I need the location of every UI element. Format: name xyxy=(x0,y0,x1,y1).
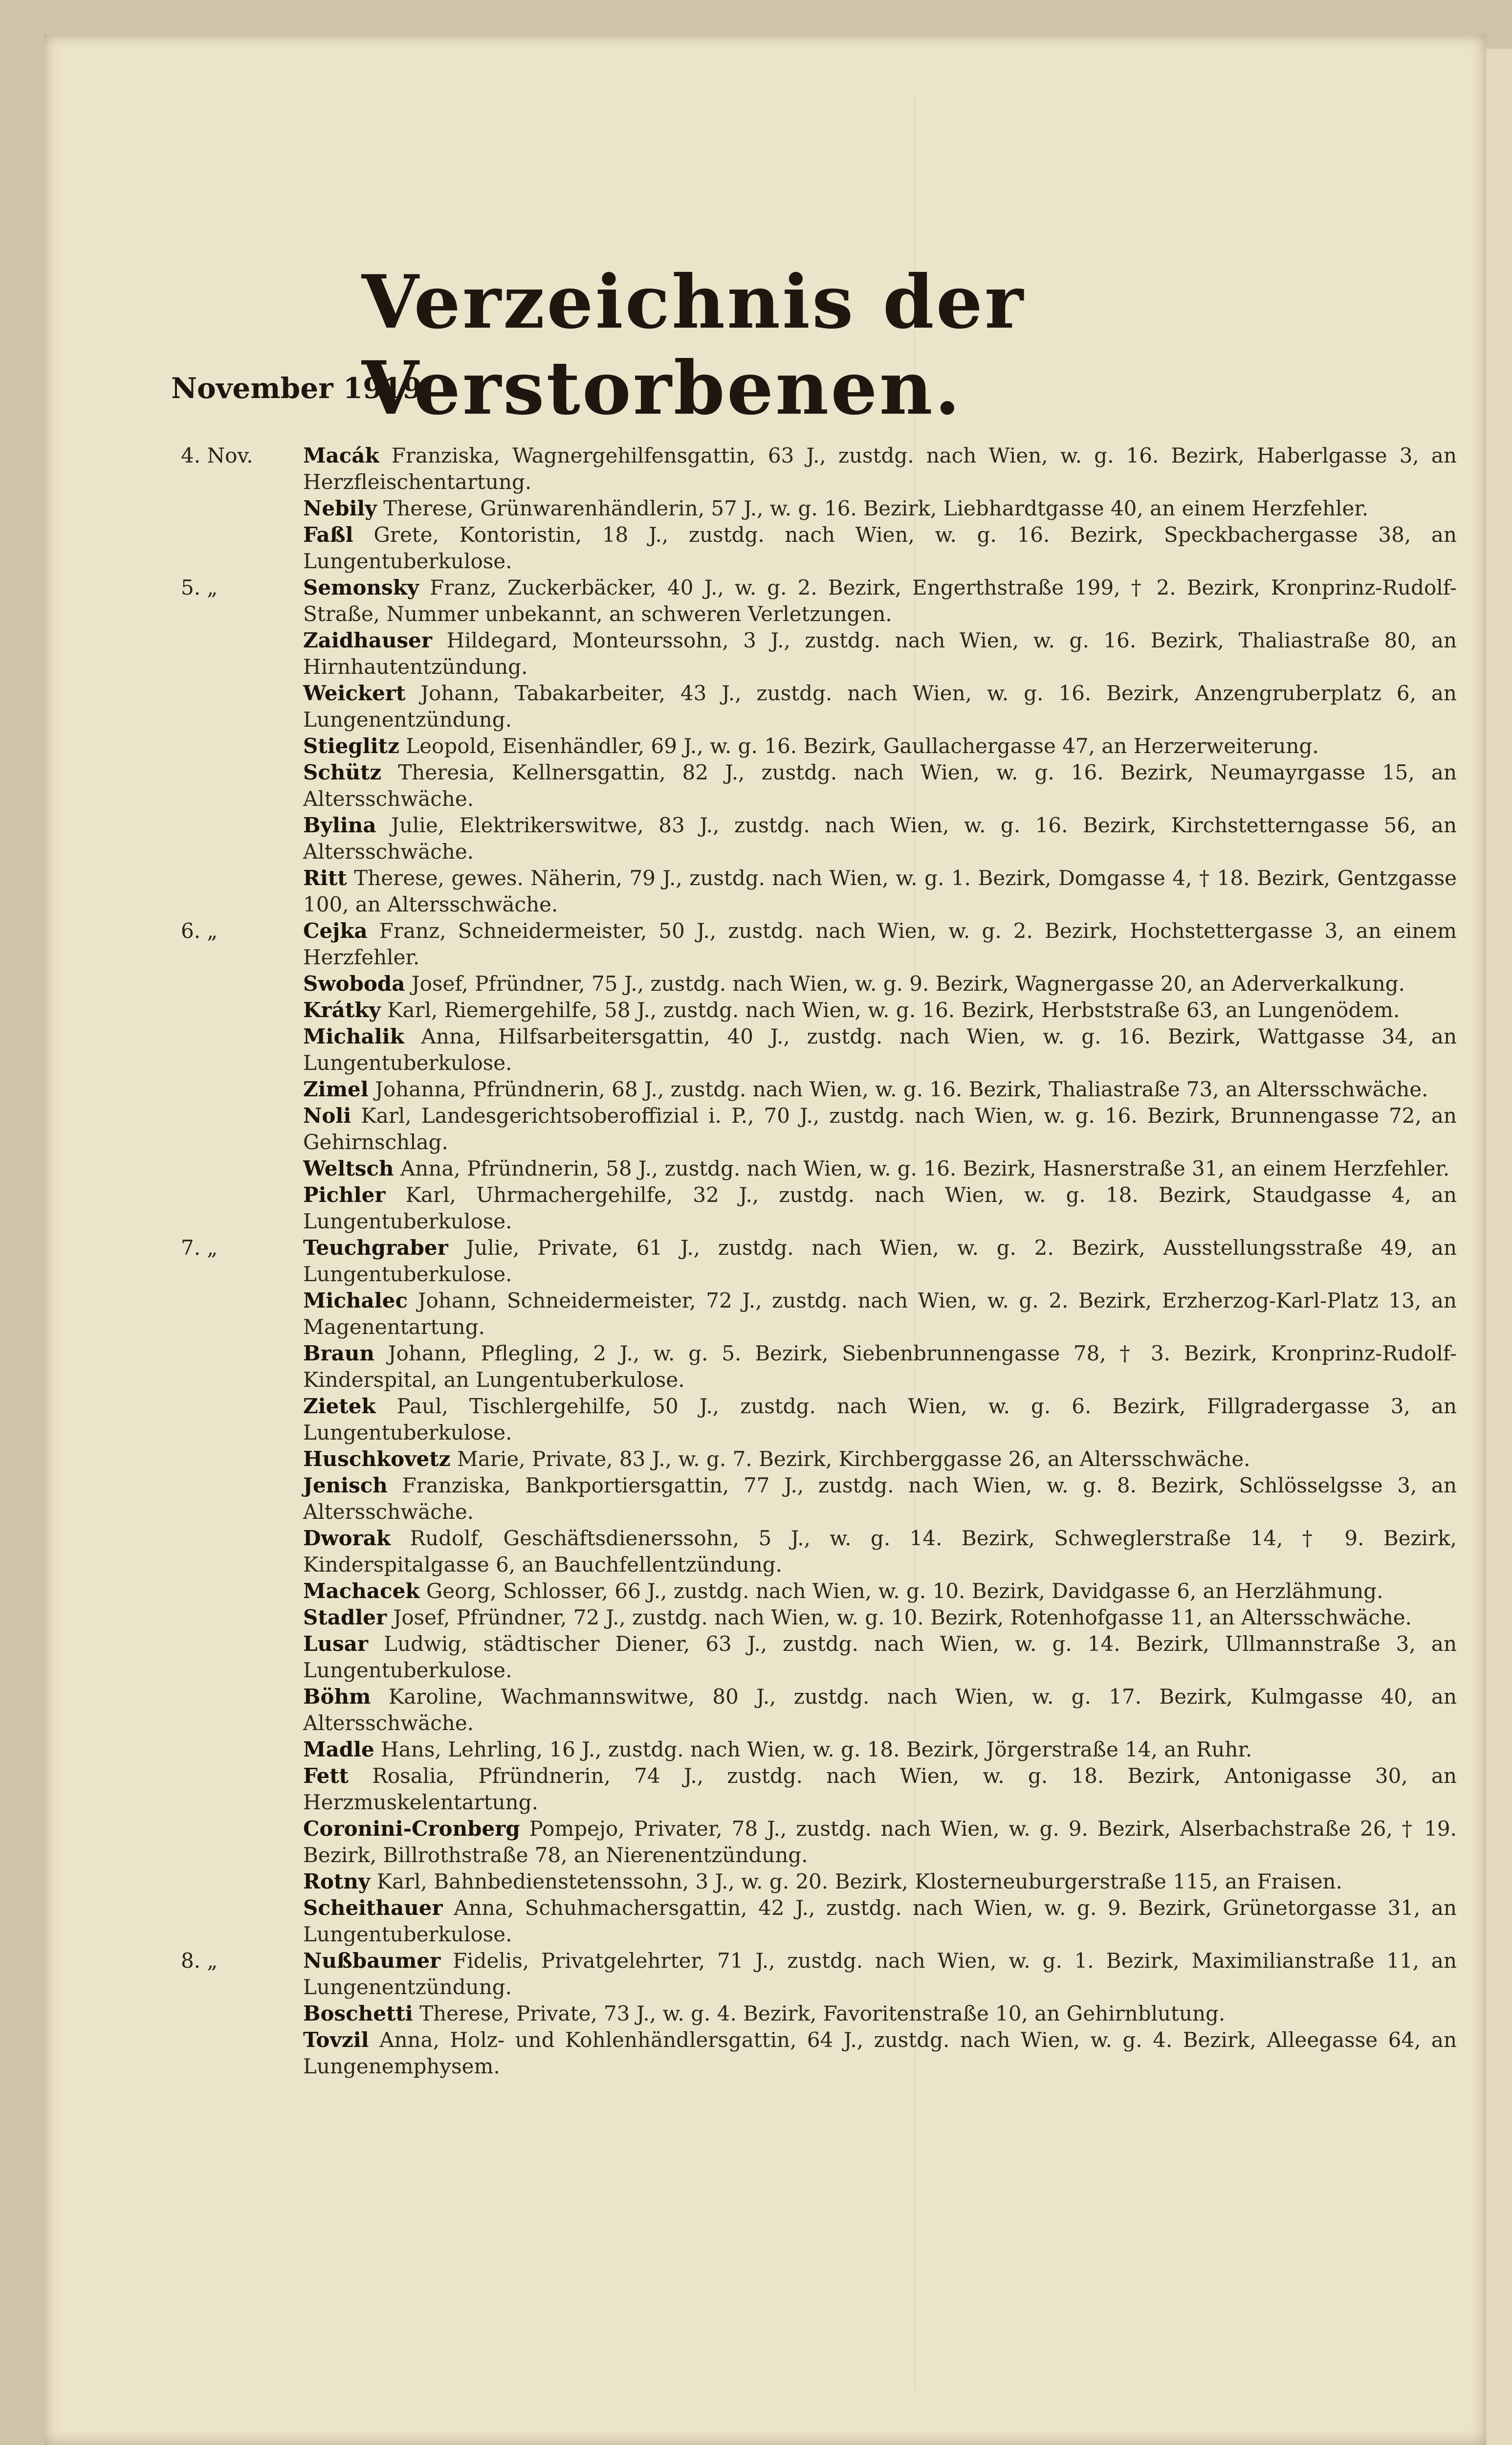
entry-surname: Michalik xyxy=(303,1024,404,1048)
entry-details: Julie, Private, 61 J., zustdg. nach Wien, w. g. 2. Bezirk, Ausstellungsstraße 49, an Lungentuberkulose. xyxy=(303,1236,1457,1286)
entry-surname: Böhm xyxy=(303,1685,371,1709)
entry-text xyxy=(303,1578,1457,1604)
entry-date: 4. Nov. xyxy=(181,444,253,467)
entry-row xyxy=(0,1103,1467,1156)
entry-details: Johanna, Pfründnerin, 68 J., zustdg. nach Wien, w. g. 16. Bezirk, Thaliastraße 73, an Altersschwäche. xyxy=(375,1077,1428,1101)
entry-surname: Macák xyxy=(303,444,379,467)
entry-text xyxy=(303,759,1457,812)
entry-date: 7. „ xyxy=(181,1236,218,1260)
entry-row xyxy=(0,1736,1467,1763)
entry-details: Anna, Schuhmachersgattin, 42 J., zustdg. nach Wien, w. g. 9. Bezirk, Grünetorgasse 31, an Lungentuberkulose. xyxy=(303,1896,1457,1946)
entry-row xyxy=(0,1076,1467,1103)
entry-text xyxy=(303,1525,1457,1578)
entry-details: Josef, Pfründner, 72 J., zustdg. nach Wien, w. g. 10. Bezirk, Rotenhofgasse 11, an Altersschwäche. xyxy=(393,1605,1412,1629)
entry-surname: Schütz xyxy=(303,760,382,784)
entry-text xyxy=(303,1076,1457,1103)
entry-details: Karl, Landesgerichtsoberoffizial i. P., 70 J., zustdg. nach Wien, w. g. 16. Bezirk, Brunnengasse 72, an Gehirnschlag. xyxy=(303,1104,1457,1154)
entry-surname: Coronini-Cronberg xyxy=(303,1817,520,1841)
entry-details: Georg, Schlosser, 66 J., zustdg. nach Wien, w. g. 10. Bezirk, Davidgasse 6, an Herzlähmung. xyxy=(426,1579,1383,1603)
entry-details: Theresia, Kellnersgattin, 82 J., zustdg. nach Wien, w. g. 16. Bezirk, Neumayrgasse 15, an Altersschwäche. xyxy=(303,760,1457,811)
entry-text xyxy=(303,1763,1457,1816)
entry-surname: Stieglitz xyxy=(303,734,399,758)
entry-surname: Huschkovetz xyxy=(303,1447,451,1471)
entry-text xyxy=(303,865,1457,918)
entry-row xyxy=(0,1604,1467,1631)
entry-row xyxy=(0,918,1467,971)
entry-text xyxy=(303,1604,1457,1631)
entry-surname: Nebily xyxy=(303,496,377,520)
entry-surname: Semonsky xyxy=(303,576,419,600)
entry-text xyxy=(303,1288,1457,1340)
entry-details: Hildegard, Monteurssohn, 3 J., zustdg. nach Wien, w. g. 16. Bezirk, Thaliastraße 80, an Hirnhautentzündung. xyxy=(303,628,1457,679)
entry-text xyxy=(303,1816,1457,1868)
entry-text xyxy=(303,1895,1457,1948)
entry-text xyxy=(303,495,1457,522)
entry-row xyxy=(0,522,1467,575)
entry-details: Anna, Hilfsarbeitersgattin, 40 J., zustdg. nach Wien, w. g. 16. Bezirk, Wattgasse 34, an Lungentuberkulose. xyxy=(303,1024,1457,1075)
entry-row xyxy=(0,1525,1467,1578)
entry-text xyxy=(303,812,1457,865)
page-title: Verzeichnis der Verstorbenen. xyxy=(362,259,1026,431)
entry-details: Franz, Zuckerbäcker, 40 J., w. g. 2. Bezirk, Engerthstraße 199, † 2. Bezirk, Kronprinz-Rudolf-Straße, Nummer unbekannt, an schweren Verletzungen. xyxy=(303,576,1457,626)
entry-surname: Ritt xyxy=(303,866,347,890)
entry-row xyxy=(0,759,1467,812)
entry-surname: Noli xyxy=(303,1104,351,1128)
entry-details: Karl, Bahnbedienstetenssohn, 3 J., w. g. 20. Bezirk, Klosterneuburgerstraße 115, an Fraisen. xyxy=(376,1869,1342,1893)
entry-text xyxy=(303,1393,1457,1446)
entry-text xyxy=(303,1103,1457,1156)
entry-row xyxy=(0,733,1467,759)
entry-row xyxy=(0,1156,1467,1182)
entry-details: Karl, Uhrmachergehilfe, 32 J., zustdg. nach Wien, w. g. 18. Bezirk, Staudgasse 4, an Lungentuberkulose. xyxy=(303,1183,1457,1233)
entry-details: Karl, Riemergehilfe, 58 J., zustdg. nach Wien, w. g. 16. Bezirk, Herbststraße 63, an Lungenödem. xyxy=(387,998,1400,1022)
entry-details: Therese, Private, 73 J., w. g. 4. Bezirk, Favoritenstraße 10, an Gehirnblutung. xyxy=(419,2001,1226,2025)
entry-row xyxy=(0,680,1467,733)
entry-list xyxy=(0,443,1467,2080)
entry-surname: Rotny xyxy=(303,1869,371,1893)
entry-surname: Cejka xyxy=(303,919,368,943)
entry-text xyxy=(303,733,1457,759)
entry-row xyxy=(0,2027,1467,2080)
entry-text xyxy=(303,971,1457,997)
entry-row xyxy=(0,1816,1467,1868)
entry-details: Rosalia, Pfründnerin, 74 J., zustdg. nach Wien, w. g. 18. Bezirk, Antonigasse 30, an Herzmuskelentartung. xyxy=(303,1764,1457,1814)
entry-surname: Lusar xyxy=(303,1632,369,1656)
entry-surname: Bylina xyxy=(303,813,376,837)
entry-row xyxy=(0,1393,1467,1446)
entry-row xyxy=(0,1948,1467,2000)
entry-text xyxy=(303,1631,1457,1684)
entry-row xyxy=(0,1895,1467,1948)
entry-surname: Jenisch xyxy=(303,1473,388,1497)
entry-row xyxy=(0,627,1467,680)
entry-surname: Teuchgraber xyxy=(303,1236,448,1260)
entry-surname: Braun xyxy=(303,1341,374,1365)
entry-details: Rudolf, Geschäftsdienerssohn, 5 J., w. g. 14. Bezirk, Schweglerstraße 14, † 9. Bezirk, Kinderspitalgasse 6, an Bauchfellentzündung. xyxy=(303,1526,1457,1577)
entry-row xyxy=(0,1578,1467,1604)
entry-row xyxy=(0,495,1467,522)
entry-row xyxy=(0,1868,1467,1895)
entry-text xyxy=(303,2027,1457,2080)
entry-surname: Zietek xyxy=(303,1394,376,1418)
entry-surname: Pichler xyxy=(303,1183,386,1207)
entry-row xyxy=(0,575,1467,627)
entry-row xyxy=(0,865,1467,918)
entry-row xyxy=(0,971,1467,997)
entry-text xyxy=(303,522,1457,575)
entry-text xyxy=(303,918,1457,971)
entry-row xyxy=(0,1684,1467,1736)
entry-details: Johann, Pflegling, 2 J., w. g. 5. Bezirk, Siebenbrunnengasse 78, † 3. Bezirk, Kronprinz-Rudolf-Kinderspital, an Lungentuberkulose. xyxy=(303,1341,1457,1392)
entry-surname: Fett xyxy=(303,1764,349,1788)
entry-text xyxy=(303,1182,1457,1235)
entry-row xyxy=(0,1288,1467,1340)
entry-details: Grete, Kontoristin, 18 J., zustdg. nach Wien, w. g. 16. Bezirk, Speckbachergasse 38, an Lungentuberkulose. xyxy=(303,523,1457,573)
entry-details: Johann, Tabakarbeiter, 43 J., zustdg. nach Wien, w. g. 16. Bezirk, Anzengruberplatz 6, an Lungenentzündung. xyxy=(303,681,1457,732)
entry-details: Leopold, Eisenhändler, 69 J., w. g. 16. Bezirk, Gaullachergasse 47, an Herzerweiterung. xyxy=(406,734,1319,758)
entry-text xyxy=(303,1446,1457,1472)
entry-row xyxy=(0,997,1467,1023)
entry-surname: Nußbaumer xyxy=(303,1949,441,1973)
entry-surname: Weickert xyxy=(303,681,406,705)
entry-date: 8. „ xyxy=(181,1949,218,1973)
entry-details: Fidelis, Privatgelehrter, 71 J., zustdg. nach Wien, w. g. 1. Bezirk, Maximilianstraße 11, an Lungenentzündung. xyxy=(303,1949,1457,1999)
entry-text xyxy=(303,1868,1457,1895)
entry-text xyxy=(303,575,1457,627)
entry-text xyxy=(303,1948,1457,2000)
entry-row xyxy=(0,2000,1467,2027)
entry-details: Anna, Holz- und Kohlenhändlersgattin, 64 J., zustdg. nach Wien, w. g. 4. Bezirk, Alleegasse 64, an Lungenemphysem. xyxy=(303,2028,1457,2078)
entry-row xyxy=(0,1235,1467,1288)
section-month-heading: November 1919. xyxy=(171,372,432,405)
entry-text xyxy=(303,1340,1457,1393)
entry-surname: Krátky xyxy=(303,998,381,1022)
entry-text xyxy=(303,627,1457,680)
entry-date: 6. „ xyxy=(181,919,218,943)
entry-surname: Scheithauer xyxy=(303,1896,443,1920)
entry-details: Therese, gewes. Näherin, 79 J., zustdg. nach Wien, w. g. 1. Bezirk, Domgasse 4, † 18. Bezirk, Gentzgasse 100, an Altersschwäche. xyxy=(303,866,1457,916)
entry-text xyxy=(303,997,1457,1023)
entry-details: Marie, Private, 83 J., w. g. 7. Bezirk, Kirchberggasse 26, an Altersschwäche. xyxy=(457,1447,1250,1471)
entry-text xyxy=(303,1023,1457,1076)
entry-date: 5. „ xyxy=(181,576,218,600)
entry-text xyxy=(303,1684,1457,1736)
entry-text xyxy=(303,2000,1457,2027)
entry-details: Pompejo, Privater, 78 J., zustdg. nach Wien, w. g. 9. Bezirk, Alserbachstraße 26, † 19. Bezirk, Billrothstraße 78, an Nierenentzündung. xyxy=(303,1817,1457,1867)
entry-surname: Michalec xyxy=(303,1289,408,1312)
entry-surname: Madle xyxy=(303,1737,374,1761)
entry-details: Josef, Pfründner, 75 J., zustdg. nach Wien, w. g. 9. Bezirk, Wagnergasse 20, an Aderverkalkung. xyxy=(411,972,1405,996)
entry-surname: Swoboda xyxy=(303,972,405,996)
entry-surname: Weltsch xyxy=(303,1156,394,1180)
entry-details: Anna, Pfründnerin, 58 J., zustdg. nach Wien, w. g. 16. Bezirk, Hasnerstraße 31, an einem Herzfehler. xyxy=(400,1156,1450,1180)
entry-details: Franziska, Wagnergehilfensgattin, 63 J., zustdg. nach Wien, w. g. 16. Bezirk, Haberlgasse 3, an Herzfleischentartung. xyxy=(303,444,1457,494)
entry-row xyxy=(0,812,1467,865)
entry-surname: Dworak xyxy=(303,1526,391,1550)
entry-text xyxy=(303,443,1457,495)
entry-surname: Stadler xyxy=(303,1605,387,1629)
entry-row xyxy=(0,1631,1467,1684)
entry-row xyxy=(0,1182,1467,1235)
entry-text xyxy=(303,1156,1457,1182)
entry-details: Karoline, Wachmannswitwe, 80 J., zustdg. nach Wien, w. g. 17. Bezirk, Kulmgasse 40, an Altersschwäche. xyxy=(303,1685,1457,1735)
entry-row xyxy=(0,1763,1467,1816)
entry-details: Franz, Schneidermeister, 50 J., zustdg. nach Wien, w. g. 2. Bezirk, Hochstettergasse 3, an einem Herzfehler. xyxy=(303,919,1457,969)
entry-row xyxy=(0,1446,1467,1472)
entry-details: Ludwig, städtischer Diener, 63 J., zustdg. nach Wien, w. g. 14. Bezirk, Ullmannstraße 3, an Lungentuberkulose. xyxy=(303,1632,1457,1682)
entry-text xyxy=(303,1472,1457,1525)
entry-surname: Faßl xyxy=(303,523,353,547)
entry-text xyxy=(303,1736,1457,1763)
entry-details: Therese, Grünwarenhändlerin, 57 J., w. g. 16. Bezirk, Liebhardtgasse 40, an einem Herzfehler. xyxy=(383,496,1369,520)
entry-surname: Machacek xyxy=(303,1579,420,1603)
entry-details: Hans, Lehrling, 16 J., zustdg. nach Wien, w. g. 18. Bezirk, Jörgerstraße 14, an Ruhr. xyxy=(381,1737,1252,1761)
entry-details: Franziska, Bankportiersgattin, 77 J., zustdg. nach Wien, w. g. 8. Bezirk, Schlösselgsse 3, an Altersschwäche. xyxy=(303,1473,1457,1524)
entry-row xyxy=(0,1023,1467,1076)
entry-surname: Tovzil xyxy=(303,2028,369,2052)
entry-text xyxy=(303,680,1457,733)
entry-details: Julie, Elektrikerswitwe, 83 J., zustdg. nach Wien, w. g. 16. Bezirk, Kirchstetterngasse 56, an Altersschwäche. xyxy=(303,813,1457,864)
entry-row xyxy=(0,1472,1467,1525)
entry-text xyxy=(303,1235,1457,1288)
entry-row xyxy=(0,1340,1467,1393)
entry-surname: Boschetti xyxy=(303,2001,413,2025)
entry-row xyxy=(0,443,1467,495)
entry-surname: Zaidhauser xyxy=(303,628,432,652)
entry-details: Johann, Schneidermeister, 72 J., zustdg. nach Wien, w. g. 2. Bezirk, Erzherzog-Karl-Platz 13, an Magenentartung. xyxy=(303,1289,1457,1339)
entry-surname: Zimel xyxy=(303,1077,369,1101)
entry-details: Paul, Tischlergehilfe, 50 J., zustdg. nach Wien, w. g. 6. Bezirk, Fillgradergasse 3, an Lungentuberkulose. xyxy=(303,1394,1457,1445)
